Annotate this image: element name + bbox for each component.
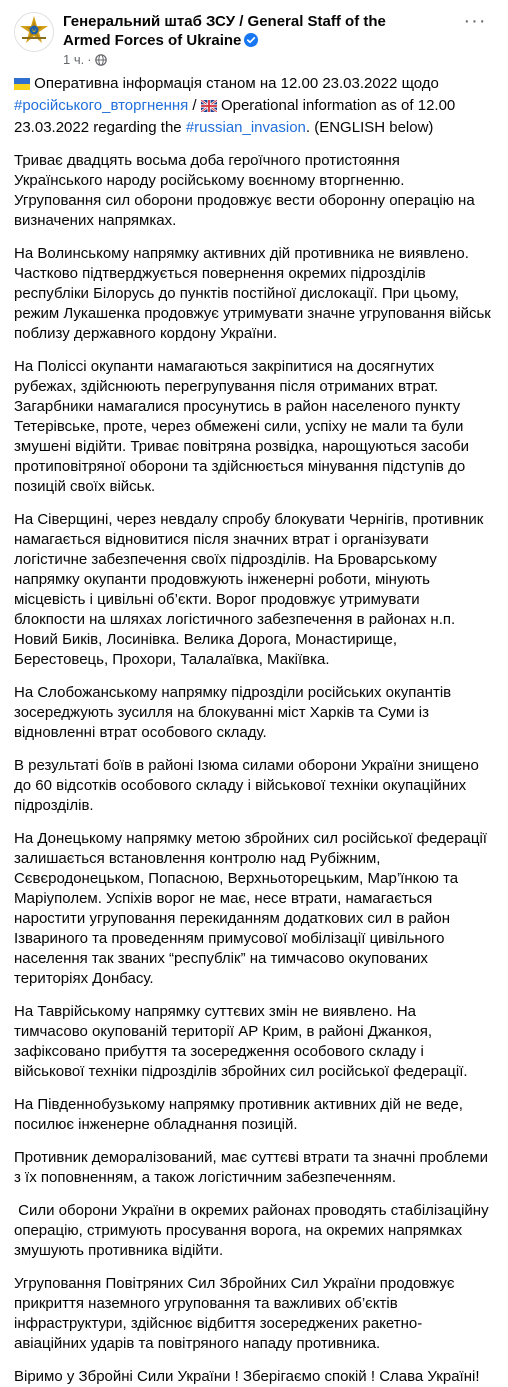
post-paragraph: На Волинському напрямку активних дій противника не виявлено. Частково підтверджується повернення окремих підрозділів республіки Білорусь до пунктів постійної дислокації. При цьому, режим Лукашенка продовжує утримувати значне угруповання військ поблизу державного кордону України. [14,245,491,342]
more-options-button[interactable]: ··· [463,10,487,32]
hashtag-russian-invasion-ua[interactable]: #російського_вторгнення [14,97,189,114]
post-header [0,0,508,74]
ukraine-flag-icon [14,76,30,96]
post-body [0,74,508,1387]
post-paragraph: На Сіверщині, через невдалу спробу блокувати Чернігів, противник намагається відновитися після значних втрат і організувати логістичне забезпечення своїх підрозділів. На Броварському напрямку окупанти продовжують інженерні роботи, мінують місцевість і цивільні об’єкти. Ворог продовжує утримувати блокпости на шляхах логістичного забезпечення в районах н.п. Новий Биків, Лосинівка. Велика Дорога, Монастирище, Берестовець, Прохори, Талалаївка, Макіївка. [14,511,484,668]
post-paragraph: Сили оборони України в окремих районах проводять стабілізаційну операцію, стримують просування ворога, на окремих напрямках змушують противника відійти. [14,1202,493,1259]
post-paragraph: В результаті боїв в районі Ізюма силами оборони України знищено до 60 відсотків особового складу і військової техніки окупаційних підрозділів. [14,757,479,814]
meta-separator: · [87,52,92,67]
post-meta [63,52,107,70]
verified-badge-icon [244,33,258,52]
post-paragraph: Віримо у Збройні Сили України ! Зберігаємо спокій ! Слава Україні! [14,1368,480,1385]
globe-icon [95,54,107,70]
hashtag-russian-invasion-en[interactable]: #russian_invasion [185,119,306,136]
post-paragraph: На Поліссі окупанти намагаються закріпитися на досягнутих рубежах, здійснюють перегрупування після отриманих втрат. Загарбники намагалися просунутись в район населеного пункту Тетерівське, проте, через обмежені сили, успіху не мали та були змушені відійти. Триває повітряна розвідка, нарощуються засоби протиповітряної оборони та здійснюється мінування підступів до позицій своїх військ. [14,358,470,495]
post-paragraph: Угруповання Повітряних Сил Збройних Сил України продовжує прикриття наземного угруповання та важливих об’єктів інфраструктури, здійснює відбиття зосереджених ракетно-авіаційних ударів та повітряного нападу противника. [14,1275,455,1352]
post-paragraph: На Слобожанському напрямку підрозділи російських окупантів зосереджують зусилля на блокуванні міст Харків та Суми із відновленні втрат особового складу. [14,684,452,741]
uk-flag-icon [201,98,217,118]
post-paragraph: Триває двадцять восьма доба героїчного протистояння Українського народу російському воєнному вторгненню. Угруповання сил оборони продовжує вести оборонну операцію на визначених напрямках. [14,152,475,229]
post-paragraph: На Таврійському напрямку суттєвих змін не виявлено. На тимчасово окупованій території АР Крим, в районі Джанкоя, зафіксовано прибуття та зосередження особового складу і військової техніки підрозділів збройних сил російської федерації. [14,1003,468,1080]
post-paragraph: Противник деморалізований, має суттєві втрати та значні проблеми з їх поповненням, а також логістичним забезпеченням. [14,1149,488,1186]
general-staff-emblem-icon [15,13,53,51]
post-timestamp[interactable]: 1 ч. [63,52,85,67]
author-name[interactable]: Генеральний штаб ЗСУ / General Staff of the Armed Forces of Ukraine [63,12,435,52]
post-paragraph: На Південнобузькому напрямку противник активних дій не веде, посилює інженерне обладнання позицій. [14,1096,463,1133]
avatar[interactable] [14,12,54,52]
post-paragraph: На Донецькому напрямку метою збройних сил російської федерації залишається встановлення контролю над Рубіжним, Сєвєродонецьком, Попасною, Верхньоторецьким, Мар’їнкою та Маріуполем. Успіхів ворог не має, несе втрати, намагається наростити угруповання перекиданням додаткових сил в район Ізвариного та проведенням примусової мобілізації цивільного населення так званих “республік” на тимчасово окупованих територіях Донбасу. [14,830,487,987]
intro-paragraph: Оперативна інформація станом на 12.00 23.03.2022 щодо #російського_вторгнення / Operational information as of 12.00 23.03.2022 regarding the #russian_invasion. (ENGLISH below) [14,75,456,136]
